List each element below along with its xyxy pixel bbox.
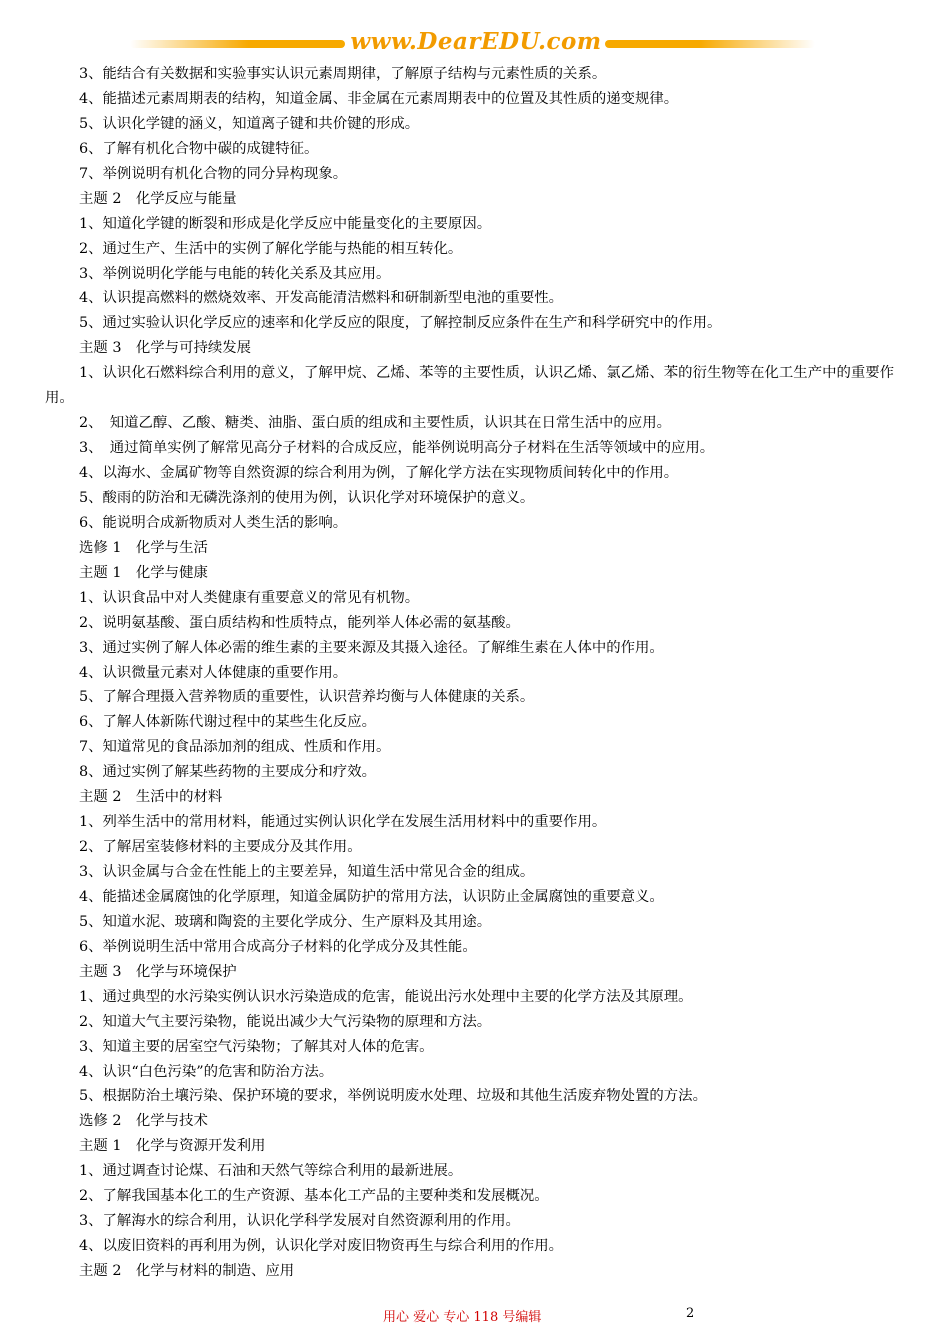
list-item: 1、通过典型的水污染实例认识水污染造成的危害，能说出污水处理中主要的化学方法及其原理。	[79, 988, 693, 1005]
list-item: 4、以废旧资料的再利用为例，认识化学对废旧物资再生与综合利用的作用。	[79, 1238, 564, 1255]
list-item: 4、以海水、金属矿物等自然资源的综合利用为例，了解化学方法在实现物质间转化中的作用。	[79, 465, 679, 482]
list-item: 5、酸雨的防治和无磷洗涤剂的使用为例，认识化学对环境保护的意义。	[79, 489, 535, 506]
section-heading: 选修 1 化学与生活	[79, 539, 208, 556]
section-heading: 主题 2 化学与材料的制造、应用	[79, 1263, 295, 1280]
page-number: 2	[686, 1306, 695, 1321]
list-item: 4、能描述元素周期表的结构，知道金属、非金属在元素周期表中的位置及其性质的递变规律。	[79, 90, 679, 107]
list-item: 3、了解海水的综合利用，认识化学科学发展对自然资源利用的作用。	[79, 1213, 520, 1230]
list-item: 3、 通过简单实例了解常见高分子材料的合成反应，能举例说明高分子材料在生活等领域中的应用。	[79, 440, 715, 457]
list-item: 1、认识食品中对人类健康有重要意义的常见有机物。	[79, 589, 420, 606]
list-item: 1、知道化学键的断裂和形成是化学反应中能量变化的主要原因。	[79, 215, 492, 232]
header-decor-line-left	[130, 40, 345, 48]
site-logo: www.DearEDU.com	[350, 28, 602, 55]
list-item: 4、认识“白色污染”的危害和防治方法。	[79, 1063, 334, 1080]
list-item: 5、根据防治土壤污染、保护环境的要求，举例说明废水处理、垃圾和其他生活废弃物处置的方法。	[79, 1088, 707, 1105]
list-item: 2、知道大气主要污染物，能说出减少大气污染物的原理和方法。	[79, 1013, 492, 1030]
section-heading: 主题 2 生活中的材料	[79, 789, 223, 806]
section-heading: 主题 3 化学与可持续发展	[79, 340, 252, 357]
document-body	[45, 62, 915, 1284]
list-item: 3、知道主要的居室空气污染物；了解其对人体的危害。	[79, 1038, 434, 1055]
list-item: 2、了解居室装修材料的主要成分及其作用。	[79, 839, 362, 856]
list-item: 5、认识化学键的涵义，知道离子键和共价键的形成。	[79, 115, 420, 132]
list-item: 8、通过实例了解某些药物的主要成分和疗效。	[79, 764, 376, 781]
list-item: 5、通过实验认识化学反应的速率和化学反应的限度，了解控制反应条件在生产和科学研究中的作用。	[79, 315, 722, 332]
list-item: 2、通过生产、生活中的实例了解化学能与热能的相互转化。	[79, 240, 463, 257]
section-heading: 主题 3 化学与环境保护	[79, 963, 237, 980]
list-item: 4、认识提高燃料的燃烧效率、开发高能清洁燃料和研制新型电池的重要性。	[79, 290, 564, 307]
section-heading: 主题 1 化学与健康	[79, 564, 208, 581]
list-item: 4、能描述金属腐蚀的化学原理，知道金属防护的常用方法，认识防止金属腐蚀的重要意义。	[79, 888, 664, 905]
list-item: 6、能说明合成新物质对人类生活的影响。	[79, 514, 348, 531]
list-item: 2、了解我国基本化工的生产资源、基本化工产品的主要种类和发展概况。	[79, 1188, 549, 1205]
list-item: 4、认识微量元素对人体健康的重要作用。	[79, 664, 348, 681]
list-item: 1、认识化石燃料综合利用的意义，了解甲烷、乙烯、苯等的主要性质，认识乙烯、氯乙烯、苯的衍生物等在化工生产中的重要作用。	[45, 365, 895, 407]
list-item: 2、 知道乙醇、乙酸、糖类、油脂、蛋白质的组成和主要性质，认识其在日常生活中的应用。	[79, 415, 671, 432]
list-item: 7、知道常见的食品添加剂的组成、性质和作用。	[79, 739, 391, 756]
list-item: 3、通过实例了解人体必需的维生素的主要来源及其摄入途径。了解维生素在人体中的作用。	[79, 639, 664, 656]
list-item: 6、了解有机化合物中碳的成键特征。	[79, 140, 319, 157]
footer-text: 用心 爱心 专心 118 号编辑	[383, 1310, 542, 1325]
section-heading: 主题 1 化学与资源开发利用	[79, 1138, 266, 1155]
list-item: 5、知道水泥、玻璃和陶瓷的主要化学成分、生产原料及其用途。	[79, 913, 492, 930]
list-item: 6、举例说明生活中常用合成高分子材料的化学成分及其性能。	[79, 938, 477, 955]
page-header	[0, 0, 950, 70]
header-decor-line-right	[605, 40, 815, 48]
list-item: 7、举例说明有机化合物的同分异构现象。	[79, 165, 348, 182]
list-item: 1、通过调查讨论煤、石油和天然气等综合利用的最新进展。	[79, 1163, 463, 1180]
list-item: 2、说明氨基酸、蛋白质结构和性质特点，能列举人体必需的氨基酸。	[79, 614, 520, 631]
list-item: 6、了解人体新陈代谢过程中的某些生化反应。	[79, 714, 376, 731]
list-item: 3、认识金属与合金在性能上的主要差异，知道生活中常见合金的组成。	[79, 864, 535, 881]
list-item: 3、举例说明化学能与电能的转化关系及其应用。	[79, 265, 391, 282]
section-heading: 主题 2 化学反应与能量	[79, 190, 237, 207]
list-item: 3、能结合有关数据和实验事实认识元素周期律，了解原子结构与元素性质的关系。	[79, 66, 607, 82]
list-item: 5、了解合理摄入营养物质的重要性，认识营养均衡与人体健康的关系。	[79, 689, 535, 706]
list-item: 1、列举生活中的常用材料，能通过实例认识化学在发展生活用材料中的重要作用。	[79, 814, 607, 831]
section-heading: 选修 2 化学与技术	[79, 1113, 208, 1130]
